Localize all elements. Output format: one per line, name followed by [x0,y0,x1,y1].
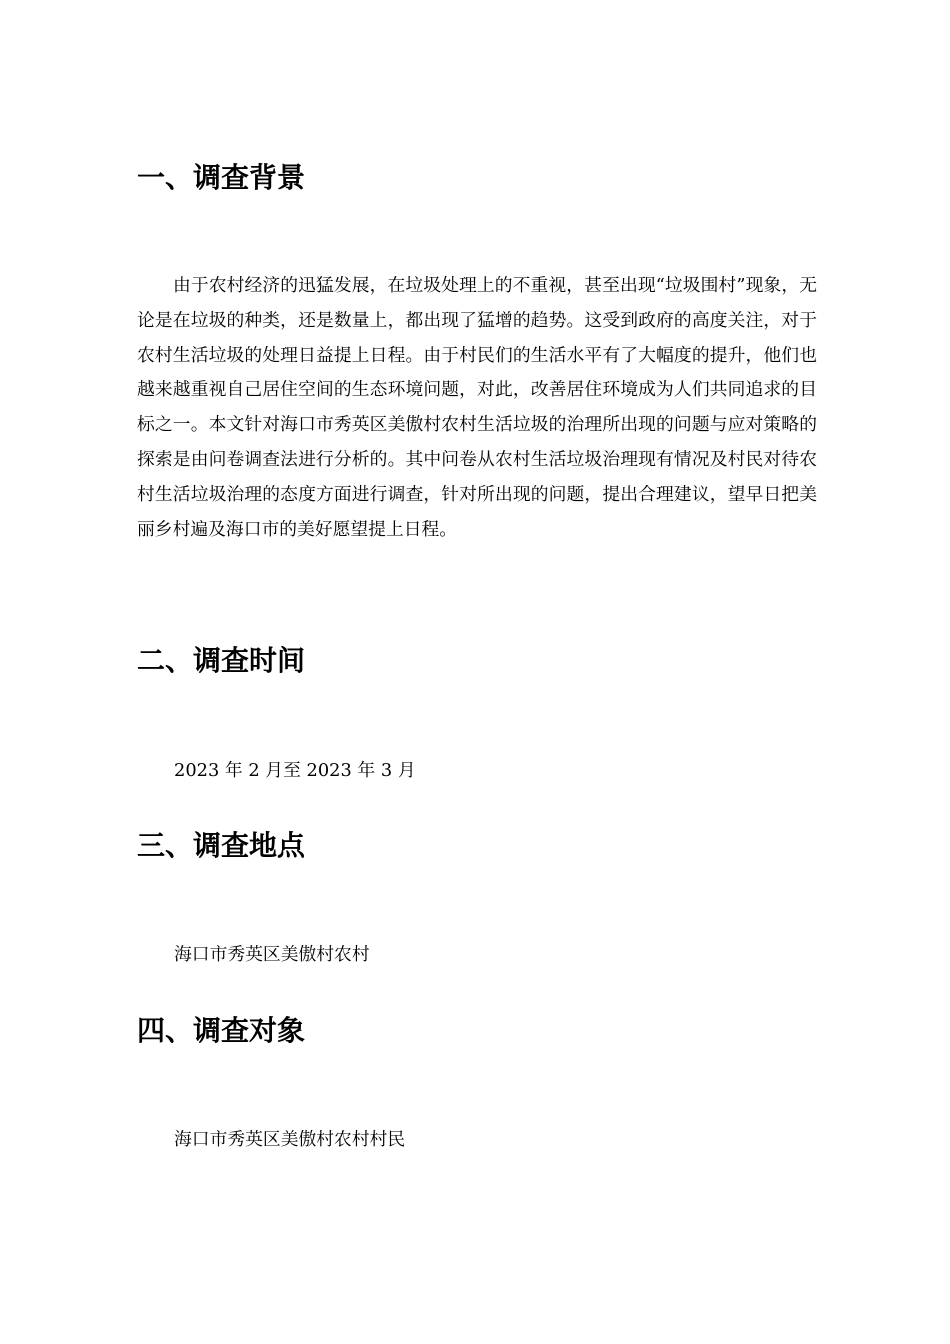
section-body-subjects: 海口市秀英区美傲村农村村民 [174,1129,406,1150]
section-body-location: 海口市秀英区美傲村农村 [174,944,370,965]
section-heading-subjects: 四、调查对象 [137,1014,306,1047]
section-heading-time: 二、调查时间 [137,644,306,677]
section-body-time: 2023 年 2 月至 2023 年 3 月 [174,760,416,781]
section-heading-location: 三、调查地点 [137,829,306,862]
section-body-background: 由于农村经济的迅猛发展，在垃圾处理上的不重视，甚至出现“垃圾围村”现象，无论是在垃圾的种类，还是数量上，都出现了猛增的趋势。这受到政府的高度关注，对于农村生活垃圾的处理日益提上日程。由于村民们的生活水平有了大幅度的提升，他们也越来越重视自己居住空间的生态环境问题，对此，改善居住环境成为人们共同追求的目标之一。本文针对海口市秀英区美傲村农村生活垃圾的治理所出现的问题与应对策略的探索是由问卷调查法进行分析的。其中问卷从农村生活垃圾治理现有情况及村民对待农村生活垃圾治理的态度方面进行调查，针对所出现的问题，提出合理建议，望早日把美丽乡村遍及海口市的美好愿望提上日程。 [137,275,817,540]
section-heading-background: 一、调查背景 [137,161,306,194]
